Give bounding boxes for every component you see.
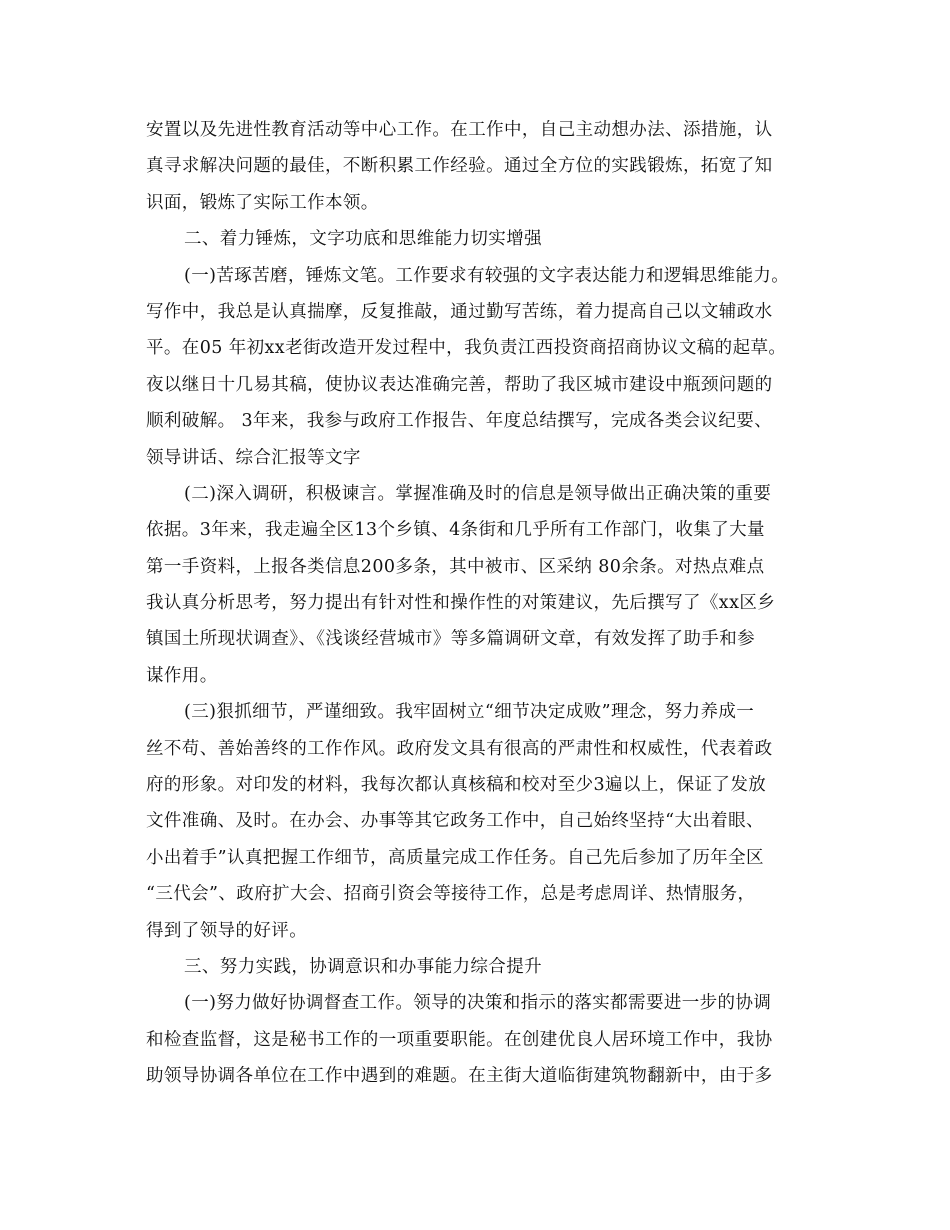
paragraph-first-line: (三)狠抓细节，严谨细致。我牢固树立“细节决定成败”理念，努力养成一 [184, 702, 755, 723]
body-line: 府的形象。对印发的材料，我每次都认真核稿和校对至少3遍以上，保证了发放 [146, 775, 767, 796]
body-line: 和检查监督，这是秘书工作的一项重要职能。在创建优良人居环境工作中，我协 [146, 1029, 773, 1050]
section-heading-3: 三、努力实践，协调意识和办事能力综合提升 [184, 956, 542, 977]
body-line: 平。在05 年初xx老街改造开发过程中，我负责江西投资商招商协议文稿的起草。 [146, 338, 787, 359]
body-line: 夜以继日十几易其稿，使协议表达准确完善，帮助了我区城市建设中瓶颈问题的 [146, 374, 773, 395]
body-line: 顺利破解。 3年来，我参与政府工作报告、年度总结撰写，完成各类会议纪要、 [146, 411, 773, 432]
body-line: 领导讲话、综合汇报等文字 [146, 447, 361, 468]
document-body [146, 112, 806, 1095]
paragraph-first-line: (二)深入调研，积极谏言。掌握准确及时的信息是领导做出正确决策的重要 [184, 483, 772, 504]
paragraph-first-line: (一)苦琢苦磨，锤炼文笔。工作要求有较强的文字表达能力和逻辑思维能力。 [184, 265, 790, 286]
body-line: “三代会”、政府扩大会、招商引资会等接待工作，总是考虑周详、热情服务， [146, 884, 756, 905]
body-line: 写作中，我总是认真揣摩，反复推敲，通过勤写苦练，着力提高自己以文辅政水 [146, 301, 773, 322]
body-line: 识面，锻炼了实际工作本领。 [146, 192, 379, 213]
body-line: 谋作用。 [146, 665, 218, 686]
body-line: 安置以及先进性教育活动等中心工作。在工作中，自己主动想办法、添措施，认 [146, 120, 773, 140]
paragraph-first-line: (一)努力做好协调督查工作。领导的决策和指示的落实都需要进一步的协调 [184, 993, 772, 1014]
body-line: 丝不苟、善始善终的工作作风。政府发文具有很高的严肃性和权威性，代表着政 [146, 738, 773, 759]
body-line: 真寻求解决问题的最佳，不断积累工作经验。通过全方位的实践锻炼，拓宽了知 [146, 156, 773, 177]
body-line: 镇国土所现状调查》、《浅谈经营城市》等多篇调研文章，有效发挥了助手和参 [146, 629, 755, 650]
section-heading-2: 二、着力锤炼，文字功底和思维能力切实增强 [184, 229, 542, 250]
body-line: 文件准确、及时。在办会、办事等其它政务工作中，自己始终坚持“大出着眼、 [146, 811, 764, 832]
body-line: 我认真分析思考，努力提出有针对性和操作性的对策建议，先后撰写了《xx区乡 [146, 593, 776, 614]
body-line: 得到了领导的好评。 [146, 920, 308, 941]
body-line: 依据。3年来，我走遍全区13个乡镇、4条街和几乎所有工作部门，收集了大量 [146, 520, 765, 541]
body-line: 助领导协调各单位在工作中遇到的难题。在主街大道临街建筑物翻新中，由于多 [146, 1066, 773, 1087]
body-line: 第一手资料，上报各类信息200多条，其中被市、区采纳 80余条。对热点难点 [146, 556, 765, 577]
body-line: 小出着手”认真把握工作细节，高质量完成工作任务。自己先后参加了历年全区 [146, 847, 764, 868]
